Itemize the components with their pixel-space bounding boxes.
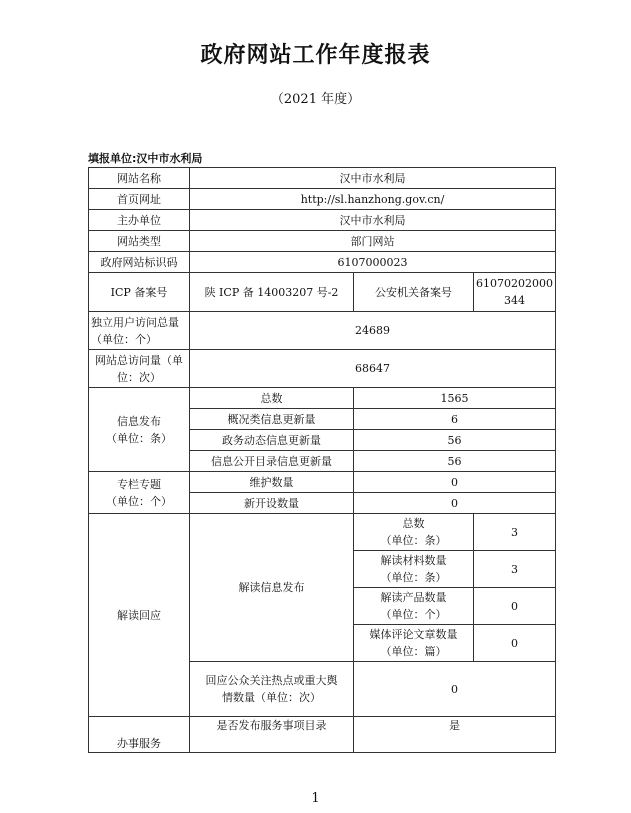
info-release-label [89,388,190,472]
interp-materials-title: 解读材料数量 [380,554,447,567]
media-articles-value: 0 [474,625,556,662]
news-updates-value: 56 [354,430,556,451]
info-total-label: 总数 [190,388,354,409]
info-release-unit: （单位：条） [106,431,172,445]
site-name-value: 汉中市水利局 [190,168,556,189]
total-visits-label: 网站总访问量（单位：次） [89,350,190,388]
special-topics-label [89,472,190,514]
table-row [89,231,556,252]
report-table [88,167,556,753]
sponsor-value: 汉中市水利局 [190,210,556,231]
maintained-count-value: 0 [354,472,556,493]
interp-products-title: 解读产品数量 [380,591,447,604]
report-title: 政府网站工作年度报表 [200,43,431,68]
services-label: 办事服务 [89,717,190,753]
interp-total-title: 总数 [402,517,425,530]
interp-total-value: 3 [474,514,556,551]
news-updates-label: 政务动态信息更新量 [190,430,354,451]
media-articles-unit: （单位：篇） [380,645,447,658]
interp-products-label [354,588,474,625]
info-release-title: 信息发布 [117,414,161,428]
service-catalog-value: 是 [354,717,556,753]
interp-materials-value: 3 [474,551,556,588]
overview-updates-label: 概况类信息更新量 [190,409,354,430]
homepage-url[interactable]: http://sl.hanzhong.gov.cn/ [190,189,556,210]
media-articles-label [354,625,474,662]
info-total-value: 1565 [354,388,556,409]
disclosure-updates-value: 56 [354,451,556,472]
special-topics-title: 专栏专题 [117,477,161,491]
police-record-value: 61070202000344 [474,273,556,312]
site-code-value: 6107000023 [190,252,556,273]
interp-products-unit: （单位：个） [380,608,447,621]
disclosure-updates-label: 信息公开目录信息更新量 [190,451,354,472]
table-row [89,273,556,312]
response-count-label: 回应公众关注热点或重大舆情数量（单位：次） [190,662,354,717]
table-row [89,210,556,231]
table-row [89,312,556,350]
media-articles-title: 媒体评论文章数量 [369,628,458,641]
interp-materials-unit: （单位：条） [380,571,447,584]
table-row [89,168,556,189]
service-catalog-label: 是否发布服务事项目录 [190,717,354,753]
site-code-label: 政府网站标识码 [89,252,190,273]
table-row [89,514,556,551]
table-row [89,388,556,409]
unique-visitors-label: 独立用户访问总量（单位：个） [89,312,190,350]
interp-total-unit: （单位：条） [380,534,447,547]
response-count-value: 0 [354,662,556,717]
site-type-value: 部门网站 [190,231,556,252]
page-number: 1 [311,791,320,806]
table-row [89,189,556,210]
icp-value: 陕 ICP 备 14003207 号-2 [190,273,354,312]
icp-label: ICP 备案号 [89,273,190,312]
reporting-unit: 填报单位:汉中市水利局 [88,152,203,165]
interpretation-publish-label: 解读信息发布 [190,514,354,662]
police-record-label: 公安机关备案号 [354,273,474,312]
site-type-label: 网站类型 [89,231,190,252]
sponsor-label: 主办单位 [89,210,190,231]
special-topics-unit: （单位：个） [106,494,172,508]
total-visits-value: 68647 [190,350,556,388]
table-row [89,350,556,388]
site-name-label: 网站名称 [89,168,190,189]
unique-visitors-value: 24689 [190,312,556,350]
report-year: （2021 年度） [270,92,361,107]
interpretation-label: 解读回应 [89,514,190,717]
table-row [89,472,556,493]
new-topics-label: 新开设数量 [190,493,354,514]
interp-products-value: 0 [474,588,556,625]
overview-updates-value: 6 [354,409,556,430]
table-row [89,717,556,753]
table-row [89,252,556,273]
homepage-label: 首页网址 [89,189,190,210]
maintained-count-label: 维护数量 [190,472,354,493]
new-topics-value: 0 [354,493,556,514]
interp-total-label [354,514,474,551]
interp-materials-label [354,551,474,588]
